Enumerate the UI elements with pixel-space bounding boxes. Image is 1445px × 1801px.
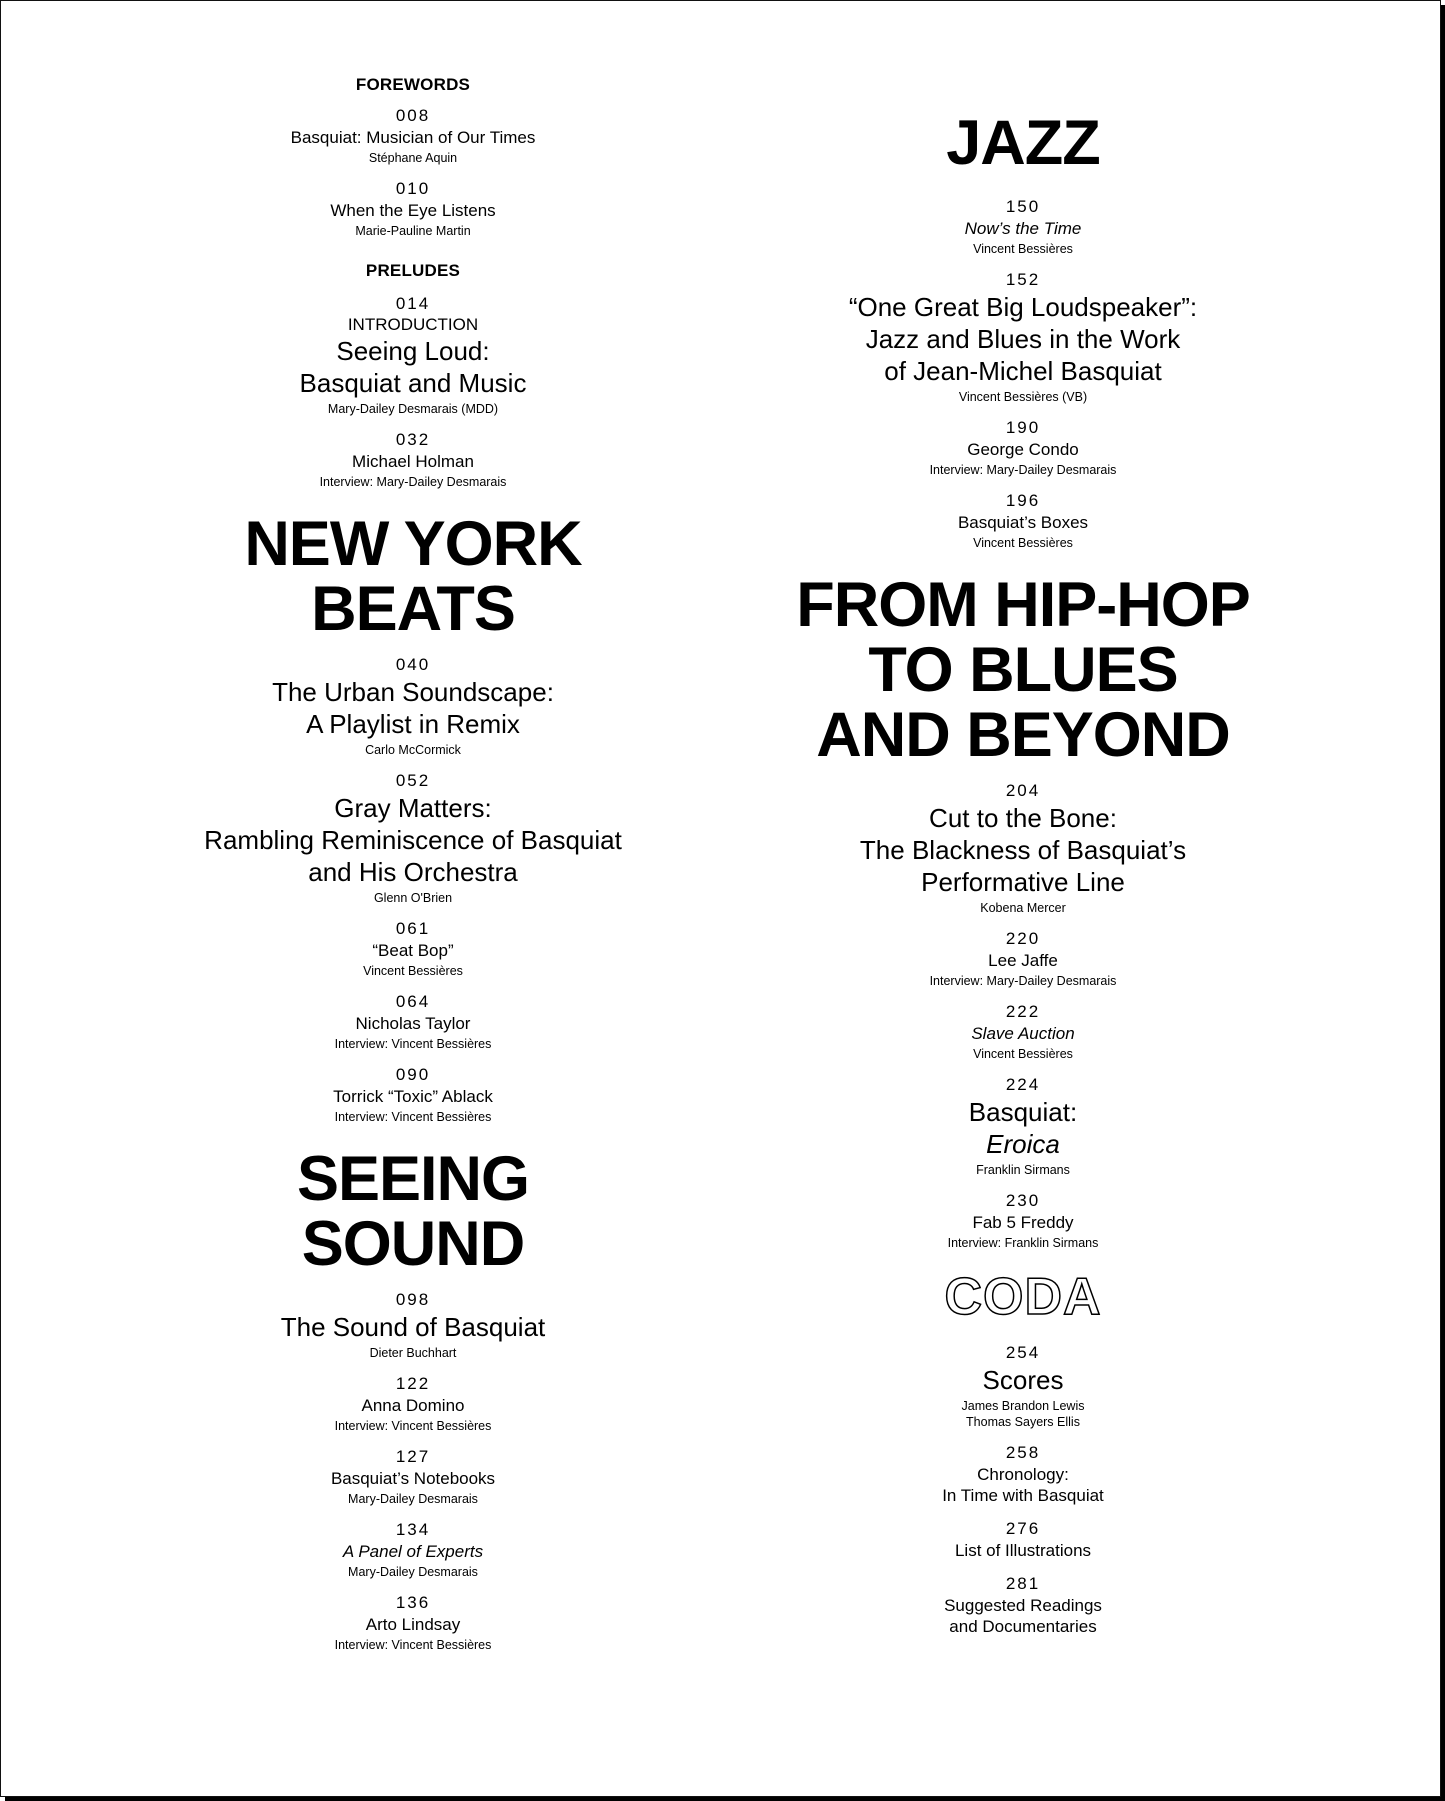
toc-entry[interactable] — [146, 918, 680, 979]
entry-title-line: Gray Matters: — [334, 792, 492, 823]
entry-author: Franklin Sirmans — [976, 1162, 1070, 1177]
toc-entry[interactable] — [146, 1592, 680, 1653]
toc-entry[interactable] — [146, 1446, 680, 1507]
page-number: 014 — [395, 294, 431, 313]
entry-title-line: Eroica — [986, 1128, 1060, 1159]
section-heading-line: SEEING — [296, 1143, 530, 1214]
toc-entry[interactable] — [761, 196, 1285, 257]
entry-author: Interview: Vincent Bessières — [334, 1036, 492, 1051]
toc-entry[interactable] — [146, 293, 680, 417]
entry-title-line: Chronology: — [977, 1464, 1069, 1484]
toc-entry[interactable] — [761, 928, 1285, 989]
section-heading-line: TO BLUES — [868, 634, 1178, 705]
page-number: 032 — [395, 430, 431, 449]
entry-title-line: Basquiat: — [968, 1096, 1078, 1127]
section-heading-line: BEATS — [311, 573, 515, 644]
entry-title: Nicholas Taylor — [355, 1013, 471, 1033]
section-heading-new-york-beats — [146, 509, 680, 644]
entry-title-line: The Blackness of Basquiat’s — [859, 834, 1187, 865]
entry-title-line: Seeing Loud: — [336, 336, 490, 366]
entry-title: A Panel of Experts — [342, 1541, 484, 1561]
toc-entry[interactable] — [761, 269, 1285, 405]
entry-author: Kobena Mercer — [980, 900, 1066, 915]
toc-entry[interactable] — [146, 1519, 680, 1580]
entry-author: Thomas Sayers Ellis — [966, 1414, 1080, 1429]
entry-title: Now’s the Time — [964, 218, 1082, 238]
toc-entry[interactable] — [146, 1373, 680, 1434]
page-number: 010 — [395, 179, 431, 198]
page-number: 134 — [395, 1519, 431, 1539]
page-number: 040 — [395, 654, 431, 674]
page-number: 224 — [1005, 1074, 1041, 1094]
entry-title: George Condo — [967, 439, 1079, 459]
page-number: 150 — [1005, 196, 1041, 216]
entry-title-line: Suggested Readings — [944, 1595, 1102, 1615]
page-number: 230 — [1005, 1190, 1041, 1210]
page-number: 090 — [395, 1064, 431, 1084]
page-number: 122 — [395, 1373, 431, 1393]
entry-author: Mary-Dailey Desmarais (MDD) — [327, 402, 499, 416]
entry-author: Vincent Bessières (VB) — [958, 389, 1088, 404]
toc-entry[interactable] — [146, 991, 680, 1052]
preludes-heading: PRELUDES — [365, 261, 461, 280]
entry-title-line: of Jean-Michel Basquiat — [884, 355, 1162, 386]
entry-title: Lee Jaffe — [988, 950, 1058, 970]
page-number: 276 — [1005, 1518, 1041, 1538]
entry-title: Slave Auction — [971, 1023, 1075, 1043]
entry-author: Marie-Pauline Martin — [355, 224, 471, 238]
toc-entry[interactable] — [146, 1289, 680, 1361]
entry-author: Interview: Franklin Sirmans — [947, 1235, 1099, 1250]
page-number: 127 — [395, 1446, 431, 1466]
forewords-heading: FOREWORDS — [355, 75, 471, 94]
toc-entry[interactable] — [761, 1190, 1285, 1251]
entry-title-line: The Urban Soundscape: — [272, 676, 554, 707]
toc-entry[interactable] — [761, 1573, 1285, 1637]
toc-entry[interactable] — [146, 105, 680, 166]
entry-title: Torrick “Toxic” Ablack — [333, 1086, 493, 1106]
entry-title-line: A Playlist in Remix — [306, 708, 520, 739]
section-heading-line: FROM HIP-HOP — [796, 569, 1250, 640]
page-number: 254 — [1005, 1342, 1041, 1362]
section-heading-from-hip-hop — [761, 569, 1285, 770]
page-number: 190 — [1005, 417, 1041, 437]
entry-author: Interview: Mary-Dailey Desmarais — [929, 462, 1117, 477]
entry-author: Interview: Mary-Dailey Desmarais — [929, 973, 1117, 988]
entry-title-line: “One Great Big Loudspeaker”: — [848, 291, 1198, 322]
page-number: 136 — [395, 1592, 431, 1612]
toc-entry[interactable] — [146, 429, 680, 490]
page-number: 061 — [395, 918, 431, 938]
toc-entry[interactable] — [761, 1442, 1285, 1506]
page-number: 222 — [1005, 1001, 1041, 1021]
entry-author: Interview: Mary-Dailey Desmarais — [319, 475, 507, 489]
toc-entry[interactable] — [761, 490, 1285, 551]
entry-title: Basquiat’s Notebooks — [330, 1468, 496, 1488]
entry-author: Vincent Bessières — [363, 963, 463, 978]
page-number: 220 — [1005, 928, 1041, 948]
section-heading-seeing-sound — [146, 1143, 680, 1279]
toc-entry[interactable] — [761, 1001, 1285, 1062]
entry-author: Vincent Bessières — [973, 241, 1073, 256]
toc-entry[interactable] — [146, 178, 680, 239]
entry-title: Anna Domino — [361, 1395, 465, 1415]
page-number: 152 — [1005, 269, 1041, 289]
entry-author: Stéphane Aquin — [368, 151, 458, 165]
entry-author: Mary-Dailey Desmarais — [348, 1564, 478, 1579]
entry-title-line: Rambling Reminiscence of Basquiat — [204, 824, 622, 855]
entry-author: Interview: Vincent Bessières — [334, 1637, 492, 1652]
entry-title-line: and Documentaries — [949, 1616, 1097, 1636]
page-number: 196 — [1005, 490, 1041, 510]
entry-title: Basquiat: Musician of Our Times — [290, 128, 536, 147]
toc-entry[interactable] — [761, 1342, 1285, 1430]
entry-title-line: Basquiat and Music — [299, 368, 527, 398]
page-number: 008 — [395, 106, 431, 125]
entry-author: Interview: Vincent Bessières — [334, 1418, 492, 1433]
toc-entry[interactable] — [761, 1074, 1285, 1178]
entry-title: “Beat Bop” — [372, 940, 454, 960]
toc-right-column — [761, 108, 1285, 1649]
toc-left-column — [146, 75, 680, 1665]
page-number: 064 — [395, 991, 431, 1011]
page-number: 204 — [1005, 780, 1041, 800]
entry-title-line: Cut to the Bone: — [929, 802, 1117, 833]
entry-title: Scores — [982, 1364, 1064, 1395]
section-heading-jazz: JAZZ — [946, 108, 1100, 178]
toc-entry[interactable] — [146, 1064, 680, 1125]
entry-title: Basquiat’s Boxes — [957, 512, 1089, 532]
entry-title: Fab 5 Freddy — [972, 1212, 1074, 1232]
page-number: 281 — [1005, 1573, 1041, 1593]
entry-title-line: and His Orchestra — [308, 856, 518, 887]
section-heading-coda: CODA — [944, 1267, 1102, 1326]
page-number: 098 — [395, 1289, 431, 1309]
entry-title: Michael Holman — [352, 452, 474, 471]
section-heading-line: SOUND — [301, 1208, 525, 1279]
entry-kicker: INTRODUCTION — [347, 315, 479, 334]
entry-title: When the Eye Listens — [330, 201, 496, 220]
entry-author: Vincent Bessières — [973, 1046, 1073, 1061]
toc-entry[interactable] — [761, 780, 1285, 916]
entry-title-line: Jazz and Blues in the Work — [865, 323, 1181, 354]
section-heading-line: NEW YORK — [244, 509, 582, 579]
entry-title: The Sound of Basquiat — [280, 1311, 546, 1342]
entry-author: James Brandon Lewis — [961, 1398, 1085, 1413]
entry-author: Carlo McCormick — [365, 742, 461, 757]
section-heading-line: AND BEYOND — [816, 699, 1230, 770]
entry-author: Glenn O'Brien — [373, 890, 453, 905]
entry-author: Vincent Bessières — [973, 535, 1073, 550]
page-number: 258 — [1005, 1442, 1041, 1462]
toc-entry[interactable] — [146, 770, 680, 906]
entry-title: Arto Lindsay — [365, 1614, 461, 1634]
entry-author: Dieter Buchhart — [369, 1345, 457, 1360]
entry-author: Interview: Vincent Bessières — [334, 1109, 492, 1124]
page-number: 052 — [395, 770, 431, 790]
toc-entry[interactable] — [761, 1518, 1285, 1561]
entry-title: List of Illustrations — [954, 1540, 1092, 1560]
toc-entry[interactable] — [761, 417, 1285, 478]
entry-title-line: In Time with Basquiat — [942, 1485, 1104, 1505]
entry-author: Mary-Dailey Desmarais — [348, 1491, 478, 1506]
toc-entry[interactable] — [146, 654, 680, 758]
entry-title-line: Performative Line — [921, 866, 1125, 897]
